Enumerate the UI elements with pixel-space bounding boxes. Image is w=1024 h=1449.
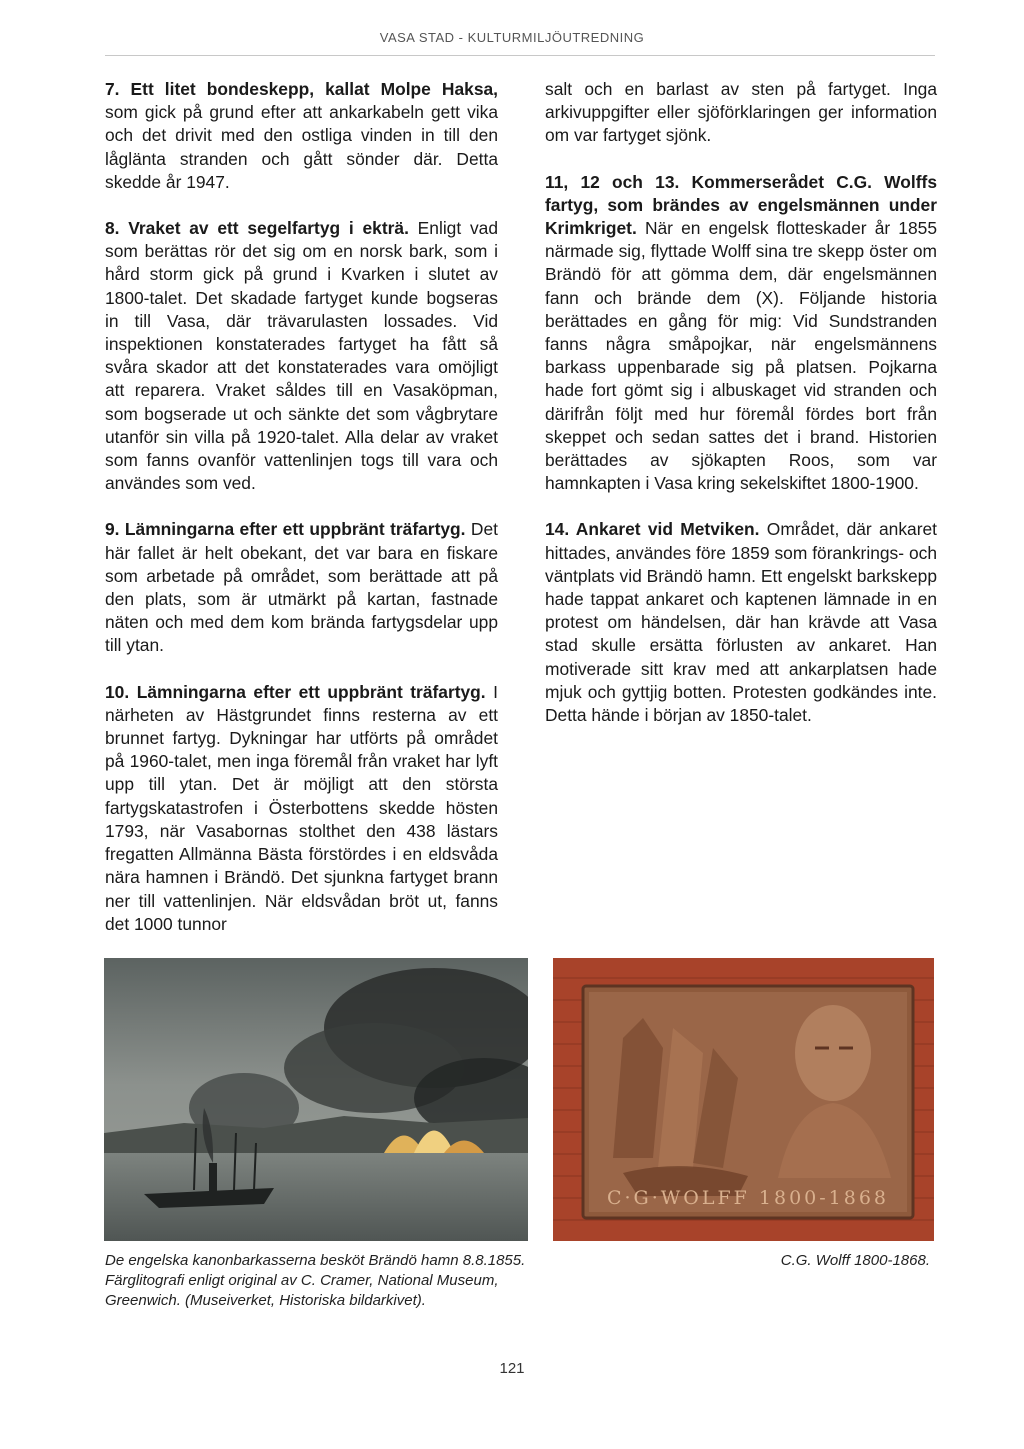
item-11-13 — [545, 171, 937, 496]
left-column — [105, 78, 498, 936]
lithograph-image — [104, 958, 528, 1241]
running-header: VASA STAD - KULTURMILJÖUTREDNING — [379, 30, 645, 45]
item-8-text: Enligt vad som berättas rör det sig om en norsk bark, som i hård storm gick på grund i Kvarken i slutet av 1800-talet. Det skadade fartyget kunde bogseras in till Vasa, där trävarulasten lossades. Vid inspektionen konstaterades fartyget ha fått så svåra skador att det konstaterades vara omöjligt att reparera. Vraket såldes till en Vasaköpman, som bogserade ut och sänkte det som vågbrytare utanför sin villa på 1920-talet. Alla delar av vraket som fanns ovanför vattenlinjen togs till vara och användes som ved. — [105, 218, 498, 494]
item-10-heading: 10. Lämningarna efter ett uppbränt träfartyg. — [105, 681, 486, 702]
item-7-text: som gick på grund efter att ankarkabeln gett vika och det drivit med den ostliga vinden in till den låglänta stranden och gått sönder där. Detta skedde år 1947. — [105, 102, 498, 192]
item-14-text: Området, där ankaret hittades, användes före 1859 som förankrings- och väntplats vid Brändö hamn. Ett engelskt barkskepp hade tappat ankaret och kaptenen lämnade in en protest om händelsen, där han krävde att Vasa stad skulle ersätta förlusten av ankaret. Han motiverade sitt krav med att ankarplatsen hade mjuk och gyttjig botten. Protesten godkändes inte. Detta hände i början av 1850-talet. — [545, 519, 937, 726]
item-7-heading: 7. Ett litet bondeskepp, kallat Molpe Haksa, — [105, 79, 498, 99]
plaque-photo — [553, 958, 934, 1241]
item-10-text: I närheten av Hästgrundet finns resterna av ett brunnet fartyg. Dykningar har utförts på området på 1960-talet, men inga föremål från vraket har lyft upp till ytan. Det är möjligt att den största fartygskatastrofen i Österbottens skedde hösten 1793, när Vasabornas stolthet den 438 lästars fregatten Allmänna Bästa förstördes i en eldsvåda nära hamnen i Brändö. Det sjunkna fartyget brann ner till vattenlinjen. När eldsvådan bröt ut, fanns det 1000 tunnor — [105, 681, 498, 934]
item-10-continued: salt och en barlast av sten på fartyget. Inga arkivuppgifter eller sjöförklaringen ger information om var fartyget sjönk. — [545, 79, 937, 146]
plaque-illustration — [553, 958, 934, 1241]
item-8 — [105, 217, 498, 495]
lithograph-illustration — [104, 958, 528, 1241]
item-14-heading: 14. Ankaret vid Metviken. — [545, 519, 760, 540]
figure-caption-right: C.G. Wolff 1800-1868. — [780, 1252, 930, 1269]
header-rule — [105, 55, 935, 56]
item-9-heading: 9. Lämningarna efter ett uppbränt träfartyg. — [105, 519, 466, 540]
item-11-13-heading: 11, 12 och 13. Kommerserådet C.G. Wolffs fartyg, som brändes av engelsmännen under Krimkriget. — [545, 171, 937, 239]
item-8-heading: 8. Vraket av ett segelfartyg i ekträ. — [105, 218, 409, 239]
page-number: 121 — [499, 1360, 525, 1377]
item-10 — [105, 681, 498, 936]
plaque-inscription: C·G·WOLFF 1800-1868 — [606, 1187, 890, 1209]
item-14 — [545, 518, 937, 727]
figure-caption-left: De engelska kanonbarkasserna besköt Brändö hamn 8.8.1855. Färglitografi enligt original av C. Cramer, National Museum, Greenwich. (Museiverket, Historiska bildarkivet). — [105, 1252, 526, 1309]
item-11-13-text: När en engelsk flotteskader år 1855 närmade sig, flyttade Wolff sina tre skepp öster om Brändö för att gömma dem, där engelsmännen fann och brände dem (X). Följande historia berättades en gång för mig: Vid Sundstranden fanns några småpojkar, när engelsmännens barkass uppenbarade sig på platsen. Pojkarna hade fort gömt sig i albuskaget vid stranden och därifrån följt med hur föremål fördes bort från skeppet och sedan sattes det i brand. Historien berättades av sjökapten Roos, som var hamnkapten i Vasa kring sekelskiftet 1800-1900. — [545, 218, 937, 494]
item-9 — [105, 518, 498, 657]
item-9-text: Det här fallet är helt obekant, det var bara en fiskare som arbetade på området, som berättade att på den plats, som är utmärkt på kartan, fastnade näten och med dem kom brända fartygsdelar upp till ytan. — [105, 519, 498, 656]
right-column — [545, 78, 937, 727]
item-7 — [105, 78, 498, 194]
